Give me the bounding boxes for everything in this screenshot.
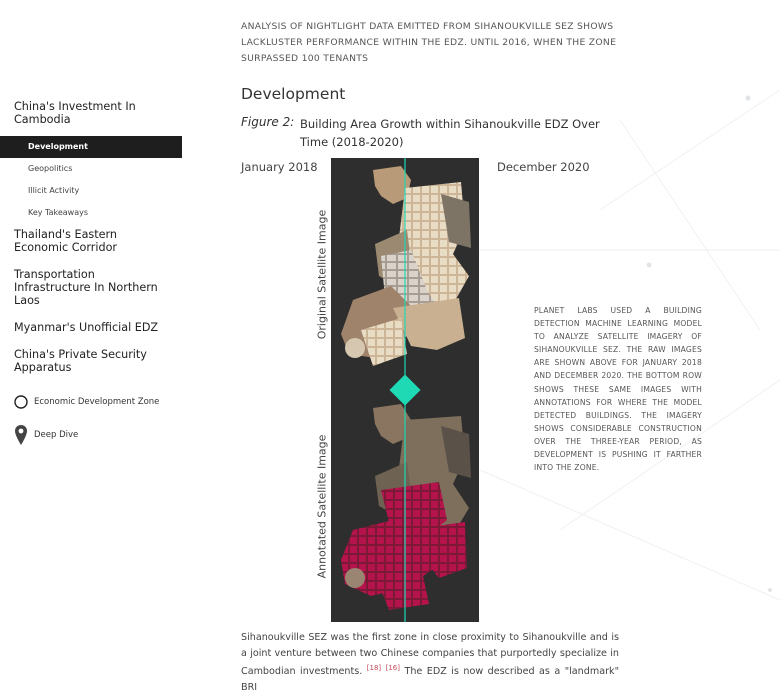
footnote-ref-18[interactable]: [18] [366,664,382,672]
body-text-part2: The EDZ is now described as a "landmark" BRI [241,666,619,693]
legend-edz-label: Economic Development Zone [34,397,160,407]
intro-text: ANALYSIS OF NIGHTLIGHT DATA EMITTED FROM SIHANOUKVILLE SEZ SHOWS LACKLUSTER PERFORMANCE WITHIN THE EDZ. UNTIL 2016, WHEN THE ZONE SURPASSED 100 TENANTS [241,21,617,64]
sidebar-item-laos[interactable]: Transportation Infrastructure In Northern Laos [14,268,158,307]
date-right-label: December 2020 [497,160,590,174]
sidebar-subitem-illicit-activity[interactable]: Illicit Activity [28,186,80,195]
sidebar-nav [0,96,182,374]
body-paragraph [241,630,619,695]
legend-deep-dive-label: Deep Dive [34,430,79,440]
date-left-label: January 2018 [241,160,318,174]
label-annotated-image: Annotated Satellite Image [315,434,329,579]
sidebar-item-thailand[interactable]: Thailand's Eastern Economic Corridor [14,228,118,254]
sidebar-subitem-key-takeaways[interactable]: Key Takeaways [28,208,89,217]
figure-label: Figure 2: [241,115,295,129]
sidebar-subitem-geopolitics[interactable]: Geopolitics [28,164,73,173]
sidebar-item-cambodia[interactable]: China's Investment In Cambodia [14,100,136,126]
legend-deep-dive[interactable] [14,424,78,446]
circle-outline-icon [14,395,28,409]
figure-caption: PLANET LABS USED A BUILDING DETECTION MACHINE LEARNING MODEL TO ANALYZE SATELLITE IMAGERY OF SIHANOUKVILLE SEZ. THE RAW IMAGES ARE SHOWN ABOVE FOR JANUARY 2018 AND DECEMBER 2020. THE BOTTOM ROW SHOWS THESE SAME IMAGES WITH ANNOTATIONS FOR WHERE THE MODEL DETECTED BUILDINGS. THE IMAGERY SHOWS CONSIDERABLE CONSTRUCTION OVER THE THREE-YEAR PERIOD, AS DEVELOPMENT IS PUSHING IT FARTHER INTO THE ZONE. [534,306,702,473]
body-text-part1: Sihanoukville SEZ was the first zone in close proximity to Sihanoukville and is a joint venture between two Chinese companies that purportedly specialize in Cambodian investments. [241,632,619,678]
satellite-comparison-image[interactable] [331,158,479,622]
section-title: Development [241,85,346,103]
sidebar-item-security[interactable]: China's Private Security Apparatus [14,348,147,374]
sidebar-subitem-development[interactable]: Development [0,136,182,158]
figure-title: Building Area Growth within Sihanoukville EDZ Over Time (2018-2020) [300,117,600,149]
sidebar-item-myanmar[interactable]: Myanmar's Unofficial EDZ [14,321,159,334]
footnote-ref-16[interactable]: [16] [385,664,400,672]
legend-edz[interactable] [14,395,159,409]
label-original-image: Original Satellite Image [315,209,329,340]
map-pin-icon [14,424,28,446]
